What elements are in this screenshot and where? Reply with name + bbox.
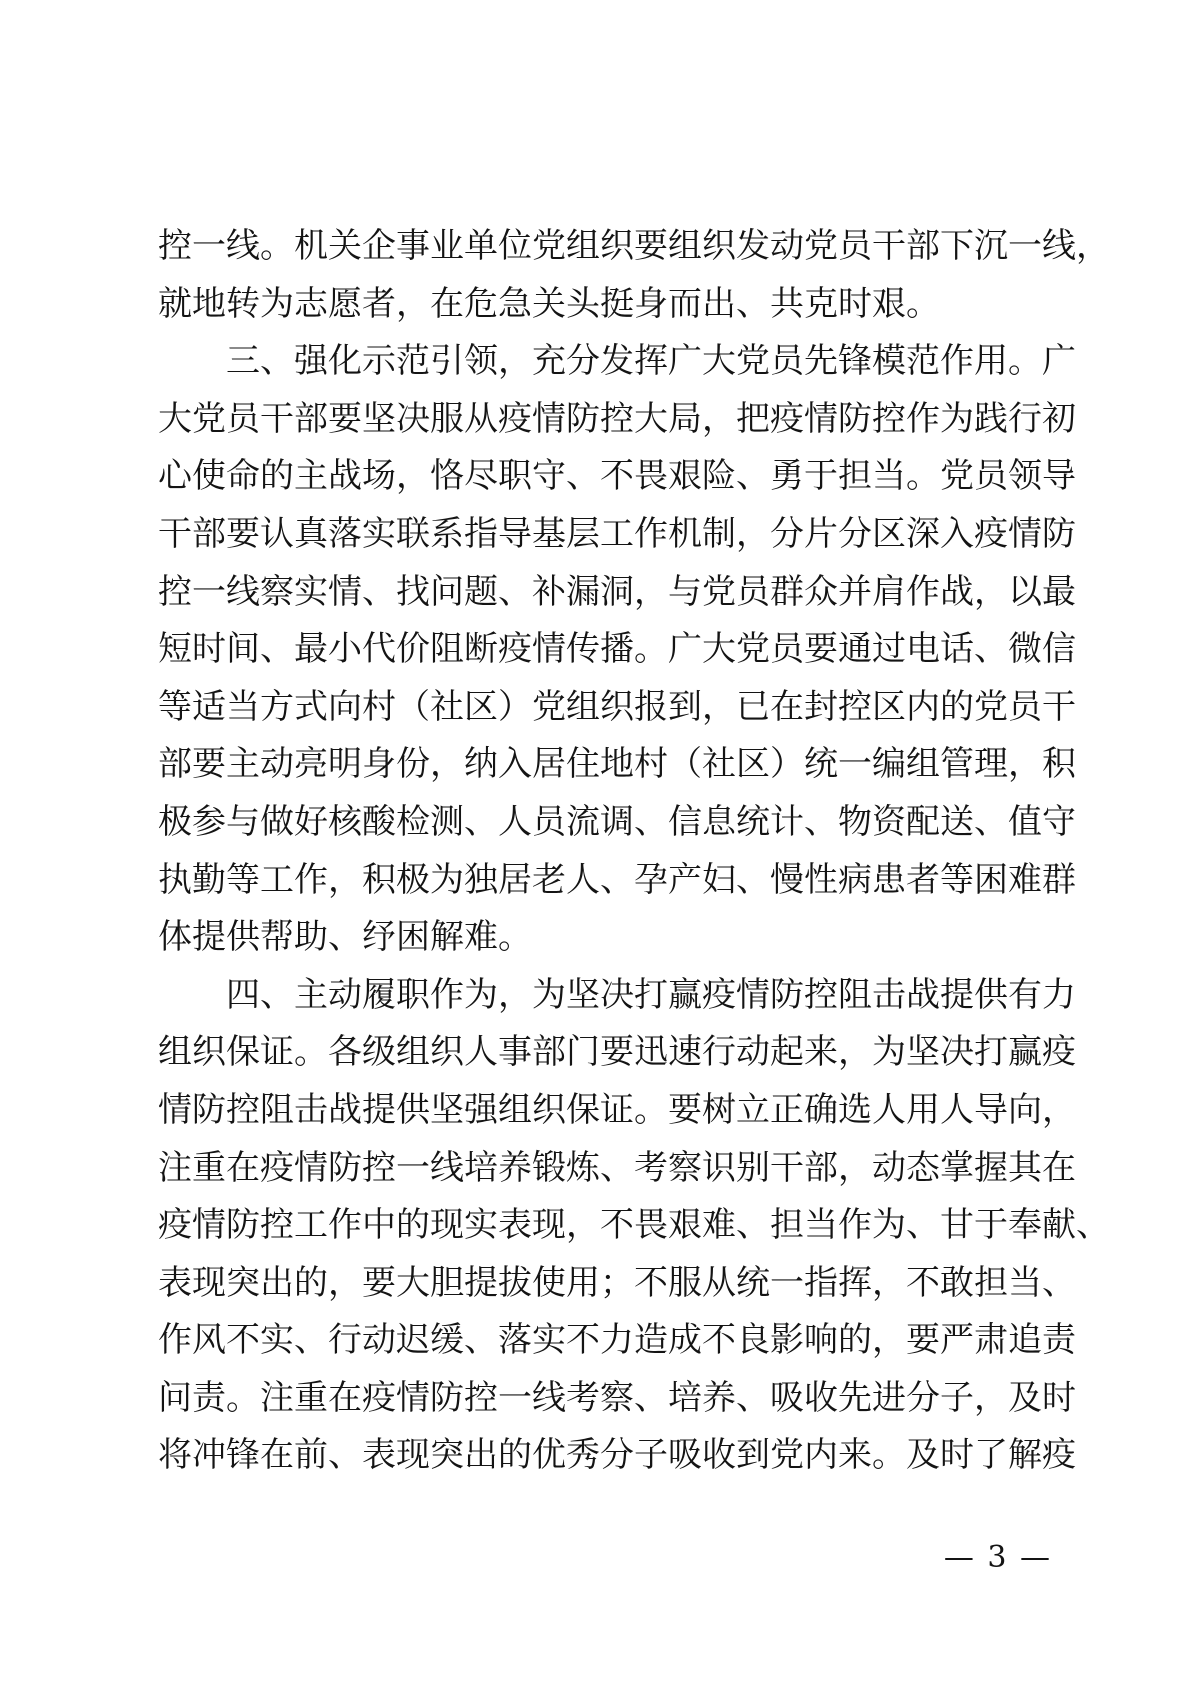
- text-line: 心使命的主战场，恪尽职守、不畏艰险、勇于担当。党员领导: [158, 456, 1076, 497]
- text-line: 大党员干部要坚决服从疫情防控大局，把疫情防控作为践行初: [158, 398, 1076, 439]
- text-line: 作风不实、行动迟缓、落实不力造成不良影响的，要严肃追责: [158, 1320, 1076, 1361]
- body-text: [158, 218, 1110, 1485]
- text-line: 将冲锋在前、表现突出的优秀分子吸收到党内来。及时了解疫: [158, 1435, 1076, 1476]
- text-line: 疫情防控工作中的现实表现，不畏艰难、担当作为、甘于奉献、: [158, 1205, 1110, 1246]
- text-line: 组织保证。各级组织人事部门要迅速行动起来，为坚决打赢疫: [158, 1032, 1076, 1073]
- text-line: 注重在疫情防控一线培养锻炼、考察识别干部，动态掌握其在: [158, 1147, 1076, 1188]
- text-line: 问责。注重在疫情防控一线考察、培养、吸收先进分子，及时: [158, 1377, 1076, 1418]
- text-line: 三、强化示范引领，充分发挥广大党员先锋模范作用。广: [226, 341, 1076, 382]
- text-line: 短时间、最小代价阻断疫情传播。广大党员要通过电话、微信: [158, 629, 1076, 670]
- text-line: 执勤等工作，积极为独居老人、孕产妇、慢性病患者等困难群: [158, 859, 1076, 900]
- text-line: 就地转为志愿者，在危急关头挺身而出、共克时艰。: [158, 283, 940, 324]
- text-line: 表现突出的，要大胆提拔使用；不服从统一指挥，不敢担当、: [158, 1262, 1076, 1303]
- text-line: 部要主动亮明身份，纳入居住地村（社区）统一编组管理，积: [158, 744, 1076, 785]
- text-line: 情防控阻击战提供坚强组织保证。要树立正确选人用人导向，: [158, 1089, 1076, 1130]
- text-line: 体提供帮助、纾困解难。: [158, 917, 532, 958]
- text-line: 四、主动履职作为，为坚决打赢疫情防控阻击战提供有力: [226, 974, 1076, 1015]
- text-line: 控一线。机关企事业单位党组织要组织发动党员干部下沉一线，: [158, 226, 1110, 266]
- text-line: 极参与做好核酸检测、人员流调、信息统计、物资配送、值守: [158, 801, 1076, 842]
- text-line: 干部要认真落实联系指导基层工作机制，分片分区深入疫情防: [158, 513, 1076, 554]
- text-line: 控一线察实情、找问题、补漏洞，与党员群众并肩作战，以最: [158, 571, 1076, 612]
- page-number: — 3 —: [943, 1540, 1052, 1575]
- text-line: 等适当方式向村（社区）党组织报到，已在封控区内的党员干: [158, 686, 1076, 727]
